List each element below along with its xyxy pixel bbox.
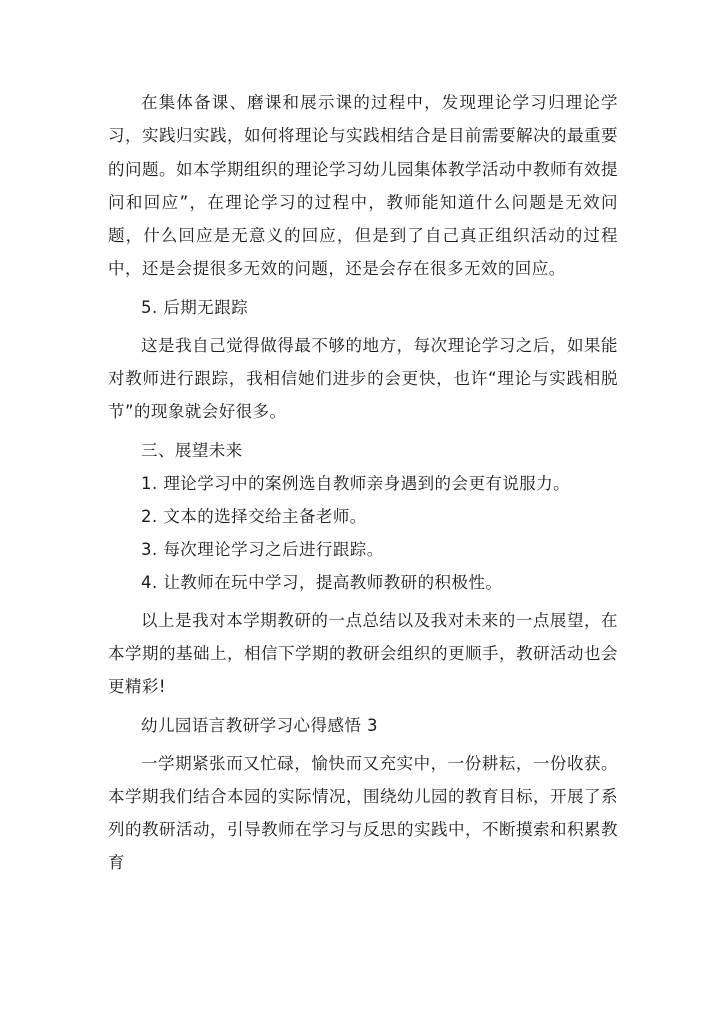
paragraph-theory-practice: 在集体备课、磨课和展示课的过程中，发现理论学习归理论学习，实践归实践，如何将理论与实践相结合是目前需要解决的最重要的问题。如本学期组织的理论学习幼儿园集体教学活动中教师有效提问和回应”，在理论学习的过程中，教师能知道什么问题是无效问题，什么回应是无意义的回应，但是到了自己真正组织活动的过程中，还是会提很多无效的问题，还是会存在很多无效的回应。 xyxy=(108,93,618,279)
outlook-item-4: 4. 让教师在玩中学习，提高教师教研的积极性。 xyxy=(141,572,503,592)
paragraph-summary: 以上是我对本学期教研的一点总结以及我对未来的一点展望，在本学期的基础上，相信下学期的教研会组织的更顺手，教研活动也会更精彩! xyxy=(108,610,618,697)
outlook-item-3: 3. 每次理论学习之后进行跟踪。 xyxy=(141,539,384,559)
document-page xyxy=(108,86,618,880)
section-outlook-title: 三、展望未来 xyxy=(141,440,243,460)
paragraph-semester-intro: 一学期紧张而又忙碌，愉快而又充实中，一份耕耘，一份收获。本学期我们结合本园的实际情况，围绕幼儿园的教育目标，开展了系列的教研活动，引导教师在学习与反思的实践中，不断摸索和积累教育 xyxy=(108,753,618,873)
outlook-item-2: 2. 文本的选择交给主备老师。 xyxy=(141,506,367,526)
outlook-item-1: 1. 理论学习中的案例选自教师亲身遇到的会更有说服力。 xyxy=(141,473,571,493)
heading-no-follow-up: 5. 后期无跟踪 xyxy=(141,297,249,317)
article-3-title: 幼儿园语言教研学习心得感悟 3 xyxy=(141,715,378,735)
paragraph-follow-up: 这是我自己觉得做得最不够的地方，每次理论学习之后，如果能对教师进行跟踪，我相信她们进步的会更快，也许“理论与实践相脱节”的现象就会好很多。 xyxy=(108,335,618,422)
